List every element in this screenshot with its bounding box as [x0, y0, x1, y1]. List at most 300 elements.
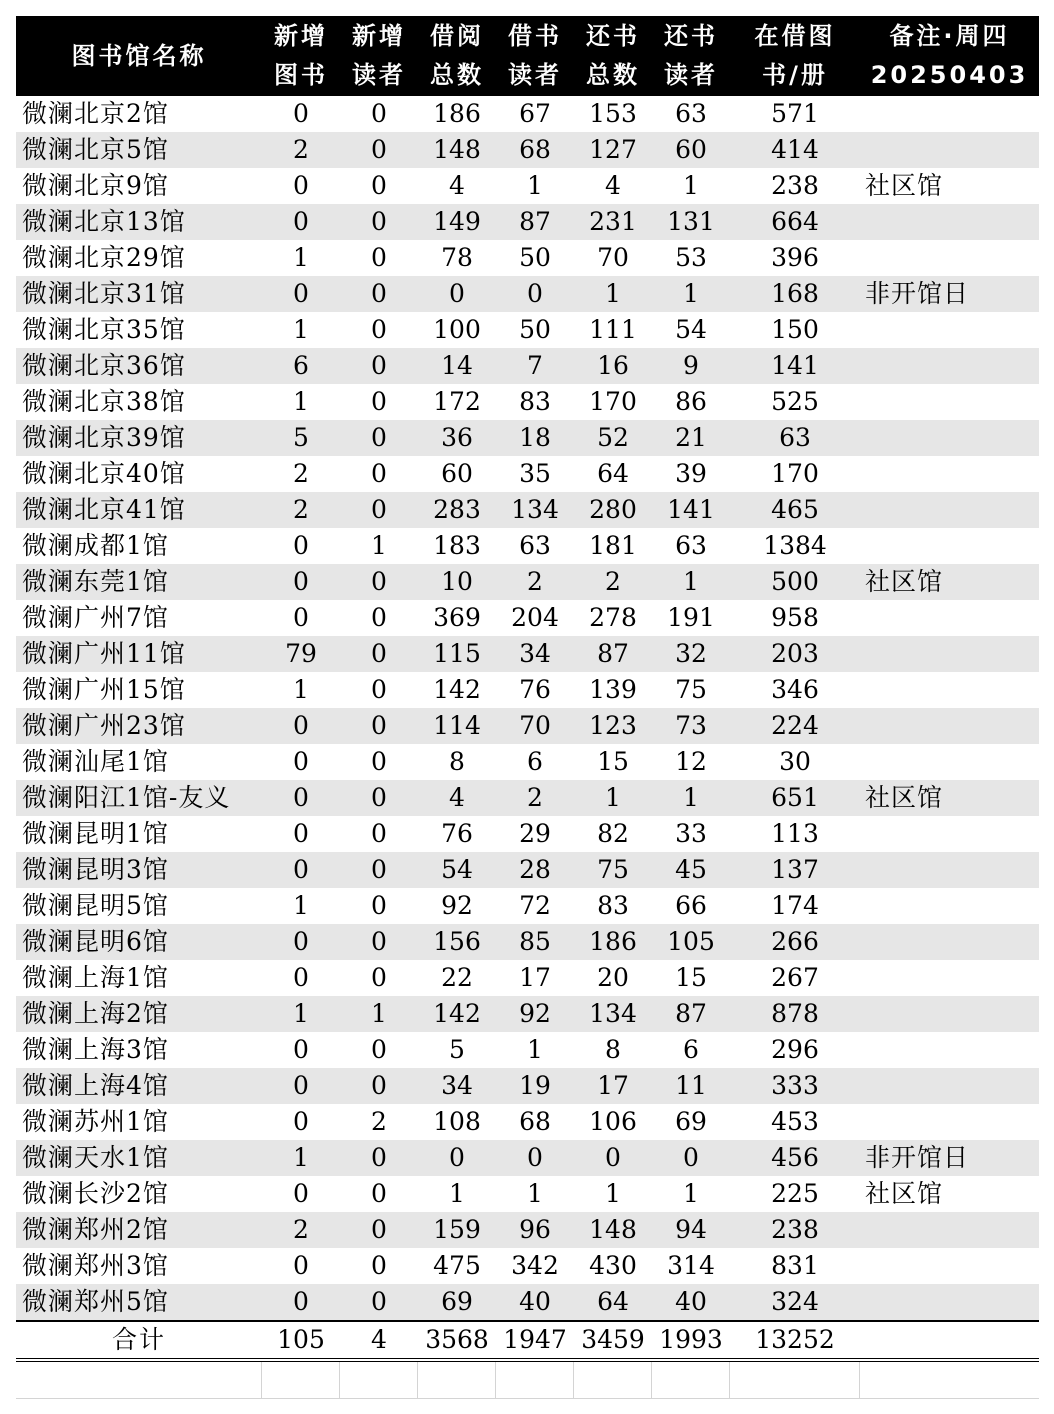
- return-readers-cell[interactable]: 63: [675, 531, 707, 560]
- new-books-cell[interactable]: 0: [293, 963, 309, 992]
- return-total-cell[interactable]: 430: [589, 1251, 637, 1280]
- borrow-total-cell[interactable]: 92: [441, 891, 473, 920]
- note-cell[interactable]: [860, 1104, 1039, 1140]
- return-total-cell[interactable]: 4: [605, 171, 621, 200]
- return-total-cell[interactable]: 20: [597, 963, 629, 992]
- borrow-total-cell[interactable]: 475: [433, 1251, 481, 1280]
- new-readers-cell[interactable]: 0: [340, 204, 418, 240]
- borrow-total-cell[interactable]: 34: [418, 1068, 496, 1104]
- borrow-readers-cell[interactable]: 85: [496, 924, 574, 960]
- return-readers-cell[interactable]: 69: [675, 1107, 707, 1136]
- note-cell[interactable]: [860, 204, 1039, 240]
- on-loan-cell[interactable]: 174: [771, 891, 819, 920]
- borrow-readers-cell[interactable]: 83: [519, 387, 551, 416]
- note-cell[interactable]: 社区馆: [860, 780, 1039, 816]
- new-books-cell[interactable]: 0: [293, 99, 309, 128]
- total-borrow-readers[interactable]: 1947: [496, 1321, 574, 1360]
- on-loan-cell[interactable]: 324: [730, 1284, 860, 1321]
- header-new-readers[interactable]: [340, 16, 418, 96]
- borrow-total-cell[interactable]: 36: [418, 420, 496, 456]
- header-borrow-readers[interactable]: [496, 16, 574, 96]
- total-note[interactable]: [860, 1321, 1039, 1360]
- borrow-total-cell[interactable]: 186: [433, 99, 481, 128]
- note-cell[interactable]: [860, 600, 1039, 636]
- new-books-cell[interactable]: 0: [262, 1284, 340, 1321]
- return-readers-cell[interactable]: 1: [683, 1179, 699, 1208]
- empty-cell[interactable]: [730, 1362, 860, 1398]
- on-loan-cell[interactable]: 170: [771, 459, 819, 488]
- return-readers-cell[interactable]: 21: [652, 420, 730, 456]
- new-books-cell[interactable]: 0: [293, 819, 309, 848]
- library-name-cell[interactable]: 微澜北京2馆: [22, 99, 169, 128]
- on-loan-cell[interactable]: 414: [730, 132, 860, 168]
- return-total-cell[interactable]: 231: [574, 204, 652, 240]
- borrow-total-cell[interactable]: 5: [449, 1035, 465, 1064]
- total-label[interactable]: 合计: [16, 1321, 262, 1360]
- new-readers-cell[interactable]: 0: [371, 675, 387, 704]
- note-cell[interactable]: [860, 816, 1039, 852]
- new-readers-cell[interactable]: 1: [340, 996, 418, 1032]
- borrow-total-cell[interactable]: 76: [441, 819, 473, 848]
- borrow-total-cell[interactable]: 183: [433, 531, 481, 560]
- borrow-readers-cell[interactable]: 1: [527, 1179, 543, 1208]
- note-cell[interactable]: [860, 888, 1039, 924]
- on-loan-cell[interactable]: 203: [730, 636, 860, 672]
- return-readers-cell[interactable]: 45: [652, 852, 730, 888]
- on-loan-cell[interactable]: 168: [730, 276, 860, 312]
- borrow-readers-cell[interactable]: 63: [519, 531, 551, 560]
- new-books-cell[interactable]: 2: [293, 459, 309, 488]
- return-readers-cell[interactable]: 9: [652, 348, 730, 384]
- borrow-readers-cell[interactable]: 67: [519, 99, 551, 128]
- borrow-readers-cell[interactable]: 17: [519, 963, 551, 992]
- borrow-total-cell[interactable]: 149: [418, 204, 496, 240]
- note-cell[interactable]: [860, 672, 1039, 708]
- total-new-books[interactable]: 105: [262, 1321, 340, 1360]
- return-total-cell[interactable]: 139: [589, 675, 637, 704]
- note-cell[interactable]: [860, 96, 1039, 132]
- new-readers-cell[interactable]: 0: [340, 852, 418, 888]
- on-loan-cell[interactable]: 296: [771, 1035, 819, 1064]
- library-name-cell[interactable]: 微澜广州7馆: [22, 603, 169, 632]
- on-loan-cell[interactable]: 571: [771, 99, 819, 128]
- new-readers-cell[interactable]: 0: [371, 1035, 387, 1064]
- borrow-readers-cell[interactable]: 35: [519, 459, 551, 488]
- return-readers-cell[interactable]: 87: [652, 996, 730, 1032]
- borrow-total-cell[interactable]: 114: [418, 708, 496, 744]
- borrow-total-cell[interactable]: 69: [418, 1284, 496, 1321]
- new-books-cell[interactable]: 2: [262, 1212, 340, 1248]
- return-readers-cell[interactable]: 66: [675, 891, 707, 920]
- total-borrow-total[interactable]: 3568: [418, 1321, 496, 1360]
- borrow-total-cell[interactable]: 0: [418, 276, 496, 312]
- note-cell[interactable]: [860, 312, 1039, 348]
- borrow-total-cell[interactable]: 78: [441, 243, 473, 272]
- on-loan-cell[interactable]: 396: [771, 243, 819, 272]
- on-loan-cell[interactable]: 500: [730, 564, 860, 600]
- new-readers-cell[interactable]: 0: [371, 171, 387, 200]
- return-total-cell[interactable]: 181: [589, 531, 637, 560]
- return-readers-cell[interactable]: 73: [652, 708, 730, 744]
- borrow-total-cell[interactable]: 22: [441, 963, 473, 992]
- return-total-cell[interactable]: 0: [574, 1140, 652, 1176]
- library-name-cell[interactable]: 微澜北京13馆: [16, 204, 262, 240]
- total-new-readers[interactable]: 4: [340, 1321, 418, 1360]
- empty-cell[interactable]: [16, 1362, 262, 1398]
- return-readers-cell[interactable]: 1: [652, 780, 730, 816]
- new-books-cell[interactable]: 0: [262, 780, 340, 816]
- library-name-cell[interactable]: 微澜东莞1馆: [16, 564, 262, 600]
- on-loan-cell[interactable]: 333: [730, 1068, 860, 1104]
- new-readers-cell[interactable]: 0: [371, 315, 387, 344]
- new-readers-cell[interactable]: 0: [371, 1179, 387, 1208]
- note-cell[interactable]: 社区馆: [865, 171, 944, 200]
- new-books-cell[interactable]: 1: [293, 387, 309, 416]
- library-name-cell[interactable]: 微澜郑州5馆: [16, 1284, 262, 1321]
- library-name-cell[interactable]: 微澜天水1馆: [16, 1140, 262, 1176]
- on-loan-cell[interactable]: 346: [771, 675, 819, 704]
- new-readers-cell[interactable]: 0: [371, 891, 387, 920]
- return-readers-cell[interactable]: 12: [675, 747, 707, 776]
- on-loan-cell[interactable]: 1384: [763, 531, 827, 560]
- new-books-cell[interactable]: 0: [293, 1107, 309, 1136]
- note-cell[interactable]: 非开馆日: [860, 1140, 1039, 1176]
- library-name-cell[interactable]: 微澜广州11馆: [16, 636, 262, 672]
- on-loan-cell[interactable]: 150: [771, 315, 819, 344]
- return-readers-cell[interactable]: 1: [683, 171, 699, 200]
- borrow-readers-cell[interactable]: 6: [527, 747, 543, 776]
- return-total-cell[interactable]: 82: [597, 819, 629, 848]
- return-total-cell[interactable]: 1: [605, 1179, 621, 1208]
- library-name-cell[interactable]: 微澜上海4馆: [16, 1068, 262, 1104]
- borrow-total-cell[interactable]: 10: [418, 564, 496, 600]
- new-readers-cell[interactable]: 0: [340, 348, 418, 384]
- note-cell[interactable]: [860, 528, 1039, 564]
- borrow-readers-cell[interactable]: 96: [496, 1212, 574, 1248]
- new-books-cell[interactable]: 0: [262, 852, 340, 888]
- note-cell[interactable]: [860, 456, 1039, 492]
- borrow-readers-cell[interactable]: 0: [496, 276, 574, 312]
- return-readers-cell[interactable]: 131: [652, 204, 730, 240]
- on-loan-cell[interactable]: 525: [771, 387, 819, 416]
- return-total-cell[interactable]: 280: [574, 492, 652, 528]
- return-total-cell[interactable]: 127: [574, 132, 652, 168]
- new-readers-cell[interactable]: 0: [340, 492, 418, 528]
- note-cell[interactable]: [860, 924, 1039, 960]
- borrow-readers-cell[interactable]: 68: [519, 1107, 551, 1136]
- return-total-cell[interactable]: 87: [574, 636, 652, 672]
- borrow-readers-cell[interactable]: 204: [511, 603, 559, 632]
- borrow-total-cell[interactable]: 142: [418, 996, 496, 1032]
- library-name-cell[interactable]: 微澜北京40馆: [22, 459, 186, 488]
- on-loan-cell[interactable]: 137: [730, 852, 860, 888]
- new-books-cell[interactable]: 1: [293, 675, 309, 704]
- borrow-total-cell[interactable]: 142: [433, 675, 481, 704]
- return-readers-cell[interactable]: 94: [652, 1212, 730, 1248]
- on-loan-cell[interactable]: 456: [730, 1140, 860, 1176]
- borrow-readers-cell[interactable]: 18: [496, 420, 574, 456]
- borrow-total-cell[interactable]: 0: [418, 1140, 496, 1176]
- return-total-cell[interactable]: 106: [589, 1107, 637, 1136]
- library-name-cell[interactable]: 微澜苏州1馆: [22, 1107, 169, 1136]
- return-total-cell[interactable]: 8: [605, 1035, 621, 1064]
- borrow-readers-cell[interactable]: 92: [496, 996, 574, 1032]
- note-cell[interactable]: [860, 492, 1039, 528]
- new-readers-cell[interactable]: 0: [340, 420, 418, 456]
- on-loan-cell[interactable]: 453: [771, 1107, 819, 1136]
- borrow-readers-cell[interactable]: 40: [496, 1284, 574, 1321]
- on-loan-cell[interactable]: 958: [771, 603, 819, 632]
- return-readers-cell[interactable]: 63: [675, 99, 707, 128]
- borrow-total-cell[interactable]: 1: [449, 1179, 465, 1208]
- new-books-cell[interactable]: 0: [262, 564, 340, 600]
- new-books-cell[interactable]: 5: [262, 420, 340, 456]
- borrow-readers-cell[interactable]: 19: [496, 1068, 574, 1104]
- return-total-cell[interactable]: 2: [574, 564, 652, 600]
- on-loan-cell[interactable]: 113: [771, 819, 819, 848]
- new-readers-cell[interactable]: 0: [340, 132, 418, 168]
- borrow-readers-cell[interactable]: 1: [527, 1035, 543, 1064]
- empty-cell[interactable]: [340, 1362, 418, 1398]
- header-return-readers[interactable]: [652, 16, 730, 96]
- total-return-readers[interactable]: 1993: [652, 1321, 730, 1360]
- new-readers-cell[interactable]: 0: [371, 243, 387, 272]
- new-books-cell[interactable]: 0: [262, 708, 340, 744]
- library-name-cell[interactable]: 微澜北京41馆: [16, 492, 262, 528]
- return-readers-cell[interactable]: 1: [652, 276, 730, 312]
- new-books-cell[interactable]: 0: [293, 1251, 309, 1280]
- on-loan-cell[interactable]: 878: [730, 996, 860, 1032]
- return-readers-cell[interactable]: 314: [667, 1251, 715, 1280]
- on-loan-cell[interactable]: 266: [730, 924, 860, 960]
- library-name-cell[interactable]: 微澜北京38馆: [22, 387, 186, 416]
- borrow-total-cell[interactable]: 14: [418, 348, 496, 384]
- note-cell[interactable]: [860, 1284, 1039, 1321]
- new-readers-cell[interactable]: 0: [340, 708, 418, 744]
- on-loan-cell[interactable]: 224: [730, 708, 860, 744]
- header-on-loan[interactable]: [730, 16, 860, 96]
- return-readers-cell[interactable]: 39: [675, 459, 707, 488]
- return-total-cell[interactable]: 75: [574, 852, 652, 888]
- return-total-cell[interactable]: 153: [589, 99, 637, 128]
- new-readers-cell[interactable]: 0: [340, 1284, 418, 1321]
- note-cell[interactable]: [860, 240, 1039, 276]
- new-readers-cell[interactable]: 0: [340, 1068, 418, 1104]
- library-name-cell[interactable]: 微澜上海1馆: [22, 963, 169, 992]
- return-readers-cell[interactable]: 11: [652, 1068, 730, 1104]
- new-books-cell[interactable]: 0: [293, 1179, 309, 1208]
- return-total-cell[interactable]: 70: [597, 243, 629, 272]
- borrow-total-cell[interactable]: 156: [418, 924, 496, 960]
- return-total-cell[interactable]: 52: [574, 420, 652, 456]
- empty-cell[interactable]: [418, 1362, 496, 1398]
- new-readers-cell[interactable]: 0: [371, 99, 387, 128]
- library-name-cell[interactable]: 微澜北京9馆: [22, 171, 169, 200]
- borrow-readers-cell[interactable]: 28: [496, 852, 574, 888]
- library-name-cell[interactable]: 微澜北京5馆: [16, 132, 262, 168]
- empty-cell[interactable]: [860, 1362, 1039, 1398]
- return-readers-cell[interactable]: 141: [652, 492, 730, 528]
- on-loan-cell[interactable]: 651: [730, 780, 860, 816]
- new-readers-cell[interactable]: 0: [340, 564, 418, 600]
- return-readers-cell[interactable]: 105: [652, 924, 730, 960]
- library-name-cell[interactable]: 微澜昆明6馆: [16, 924, 262, 960]
- library-name-cell[interactable]: 微澜昆明5馆: [22, 891, 169, 920]
- new-readers-cell[interactable]: 1: [371, 531, 387, 560]
- note-cell[interactable]: [860, 636, 1039, 672]
- library-name-cell[interactable]: 微澜北京35馆: [22, 315, 186, 344]
- on-loan-cell[interactable]: 63: [730, 420, 860, 456]
- new-readers-cell[interactable]: 0: [340, 636, 418, 672]
- return-readers-cell[interactable]: 75: [675, 675, 707, 704]
- new-readers-cell[interactable]: 0: [340, 276, 418, 312]
- library-name-cell[interactable]: 微澜郑州3馆: [22, 1251, 169, 1280]
- new-readers-cell[interactable]: 0: [371, 603, 387, 632]
- borrow-total-cell[interactable]: 283: [418, 492, 496, 528]
- empty-cell[interactable]: [496, 1362, 574, 1398]
- on-loan-cell[interactable]: 664: [730, 204, 860, 240]
- new-books-cell[interactable]: 1: [293, 315, 309, 344]
- library-name-cell[interactable]: 微澜郑州2馆: [16, 1212, 262, 1248]
- new-books-cell[interactable]: 0: [262, 276, 340, 312]
- note-cell[interactable]: [860, 1032, 1039, 1068]
- library-name-cell[interactable]: 微澜成都1馆: [22, 531, 169, 560]
- borrow-readers-cell[interactable]: 342: [511, 1251, 559, 1280]
- on-loan-cell[interactable]: 225: [771, 1179, 819, 1208]
- return-total-cell[interactable]: 148: [574, 1212, 652, 1248]
- return-total-cell[interactable]: 64: [597, 459, 629, 488]
- new-books-cell[interactable]: 79: [262, 636, 340, 672]
- new-books-cell[interactable]: 0: [293, 1035, 309, 1064]
- borrow-readers-cell[interactable]: 2: [496, 564, 574, 600]
- header-new-books[interactable]: [262, 16, 340, 96]
- new-readers-cell[interactable]: 0: [340, 1212, 418, 1248]
- borrow-total-cell[interactable]: 115: [418, 636, 496, 672]
- new-books-cell[interactable]: 6: [262, 348, 340, 384]
- library-name-cell[interactable]: 微澜北京31馆: [16, 276, 262, 312]
- return-total-cell[interactable]: 134: [574, 996, 652, 1032]
- new-books-cell[interactable]: 0: [293, 747, 309, 776]
- empty-cell[interactable]: [262, 1362, 340, 1398]
- new-books-cell[interactable]: 0: [293, 531, 309, 560]
- new-books-cell[interactable]: 2: [262, 132, 340, 168]
- new-readers-cell[interactable]: 0: [371, 819, 387, 848]
- return-readers-cell[interactable]: 53: [675, 243, 707, 272]
- library-name-cell[interactable]: 微澜北京29馆: [22, 243, 186, 272]
- return-total-cell[interactable]: 170: [589, 387, 637, 416]
- on-loan-cell[interactable]: 831: [771, 1251, 819, 1280]
- borrow-readers-cell[interactable]: 50: [519, 315, 551, 344]
- note-cell[interactable]: 社区馆: [860, 564, 1039, 600]
- library-name-cell[interactable]: 微澜北京36馆: [16, 348, 262, 384]
- on-loan-cell[interactable]: 267: [771, 963, 819, 992]
- header-notes[interactable]: [860, 16, 1039, 96]
- library-name-cell[interactable]: 微澜上海3馆: [22, 1035, 169, 1064]
- on-loan-cell[interactable]: 238: [771, 171, 819, 200]
- borrow-readers-cell[interactable]: 50: [519, 243, 551, 272]
- return-total-cell[interactable]: 186: [574, 924, 652, 960]
- new-books-cell[interactable]: 0: [293, 171, 309, 200]
- return-readers-cell[interactable]: 15: [675, 963, 707, 992]
- note-cell[interactable]: [860, 960, 1039, 996]
- borrow-total-cell[interactable]: 369: [433, 603, 481, 632]
- borrow-total-cell[interactable]: 172: [433, 387, 481, 416]
- total-return-total[interactable]: 3459: [574, 1321, 652, 1360]
- return-readers-cell[interactable]: 32: [652, 636, 730, 672]
- note-cell[interactable]: [860, 420, 1039, 456]
- return-readers-cell[interactable]: 54: [675, 315, 707, 344]
- borrow-readers-cell[interactable]: 0: [496, 1140, 574, 1176]
- library-name-cell[interactable]: 微澜阳江1馆-友义: [16, 780, 262, 816]
- note-cell[interactable]: [860, 132, 1039, 168]
- borrow-readers-cell[interactable]: 2: [496, 780, 574, 816]
- new-readers-cell[interactable]: 0: [340, 924, 418, 960]
- borrow-readers-cell[interactable]: 76: [519, 675, 551, 704]
- new-books-cell[interactable]: 1: [262, 1140, 340, 1176]
- new-books-cell[interactable]: 1: [262, 996, 340, 1032]
- borrow-total-cell[interactable]: 100: [433, 315, 481, 344]
- new-books-cell[interactable]: 1: [293, 243, 309, 272]
- borrow-total-cell[interactable]: 4: [418, 780, 496, 816]
- borrow-total-cell[interactable]: 4: [449, 171, 465, 200]
- note-cell[interactable]: 非开馆日: [860, 276, 1039, 312]
- library-name-cell[interactable]: 微澜昆明1馆: [22, 819, 169, 848]
- library-name-cell[interactable]: 微澜昆明3馆: [16, 852, 262, 888]
- header-return-total[interactable]: [574, 16, 652, 96]
- note-cell[interactable]: [860, 852, 1039, 888]
- new-readers-cell[interactable]: 0: [371, 387, 387, 416]
- return-readers-cell[interactable]: 60: [652, 132, 730, 168]
- note-cell[interactable]: [860, 384, 1039, 420]
- header-borrow-total[interactable]: [418, 16, 496, 96]
- return-readers-cell[interactable]: 6: [683, 1035, 699, 1064]
- library-name-cell[interactable]: 微澜北京39馆: [16, 420, 262, 456]
- borrow-readers-cell[interactable]: 34: [496, 636, 574, 672]
- new-books-cell[interactable]: 0: [262, 204, 340, 240]
- return-readers-cell[interactable]: 86: [675, 387, 707, 416]
- return-readers-cell[interactable]: 0: [652, 1140, 730, 1176]
- on-loan-cell[interactable]: 141: [730, 348, 860, 384]
- return-readers-cell[interactable]: 191: [667, 603, 715, 632]
- note-cell[interactable]: [860, 1068, 1039, 1104]
- return-total-cell[interactable]: 278: [589, 603, 637, 632]
- library-name-cell[interactable]: 微澜广州23馆: [16, 708, 262, 744]
- note-cell[interactable]: [860, 1212, 1039, 1248]
- return-total-cell[interactable]: 1: [574, 780, 652, 816]
- borrow-readers-cell[interactable]: 68: [496, 132, 574, 168]
- borrow-readers-cell[interactable]: 87: [496, 204, 574, 240]
- return-total-cell[interactable]: 16: [574, 348, 652, 384]
- borrow-total-cell[interactable]: 54: [418, 852, 496, 888]
- note-cell[interactable]: [860, 996, 1039, 1032]
- note-cell[interactable]: [860, 1248, 1039, 1284]
- note-cell[interactable]: [860, 744, 1039, 780]
- on-loan-cell[interactable]: 465: [730, 492, 860, 528]
- borrow-total-cell[interactable]: 159: [418, 1212, 496, 1248]
- new-readers-cell[interactable]: 0: [371, 1251, 387, 1280]
- return-total-cell[interactable]: 1: [574, 276, 652, 312]
- total-on-loan[interactable]: 13252: [730, 1321, 860, 1360]
- note-cell[interactable]: [860, 708, 1039, 744]
- borrow-total-cell[interactable]: 60: [441, 459, 473, 488]
- library-name-cell[interactable]: 微澜长沙2馆: [22, 1179, 169, 1208]
- return-readers-cell[interactable]: 33: [675, 819, 707, 848]
- borrow-total-cell[interactable]: 8: [449, 747, 465, 776]
- borrow-readers-cell[interactable]: 7: [496, 348, 574, 384]
- new-books-cell[interactable]: 0: [262, 1068, 340, 1104]
- return-readers-cell[interactable]: 40: [652, 1284, 730, 1321]
- new-readers-cell[interactable]: 0: [340, 780, 418, 816]
